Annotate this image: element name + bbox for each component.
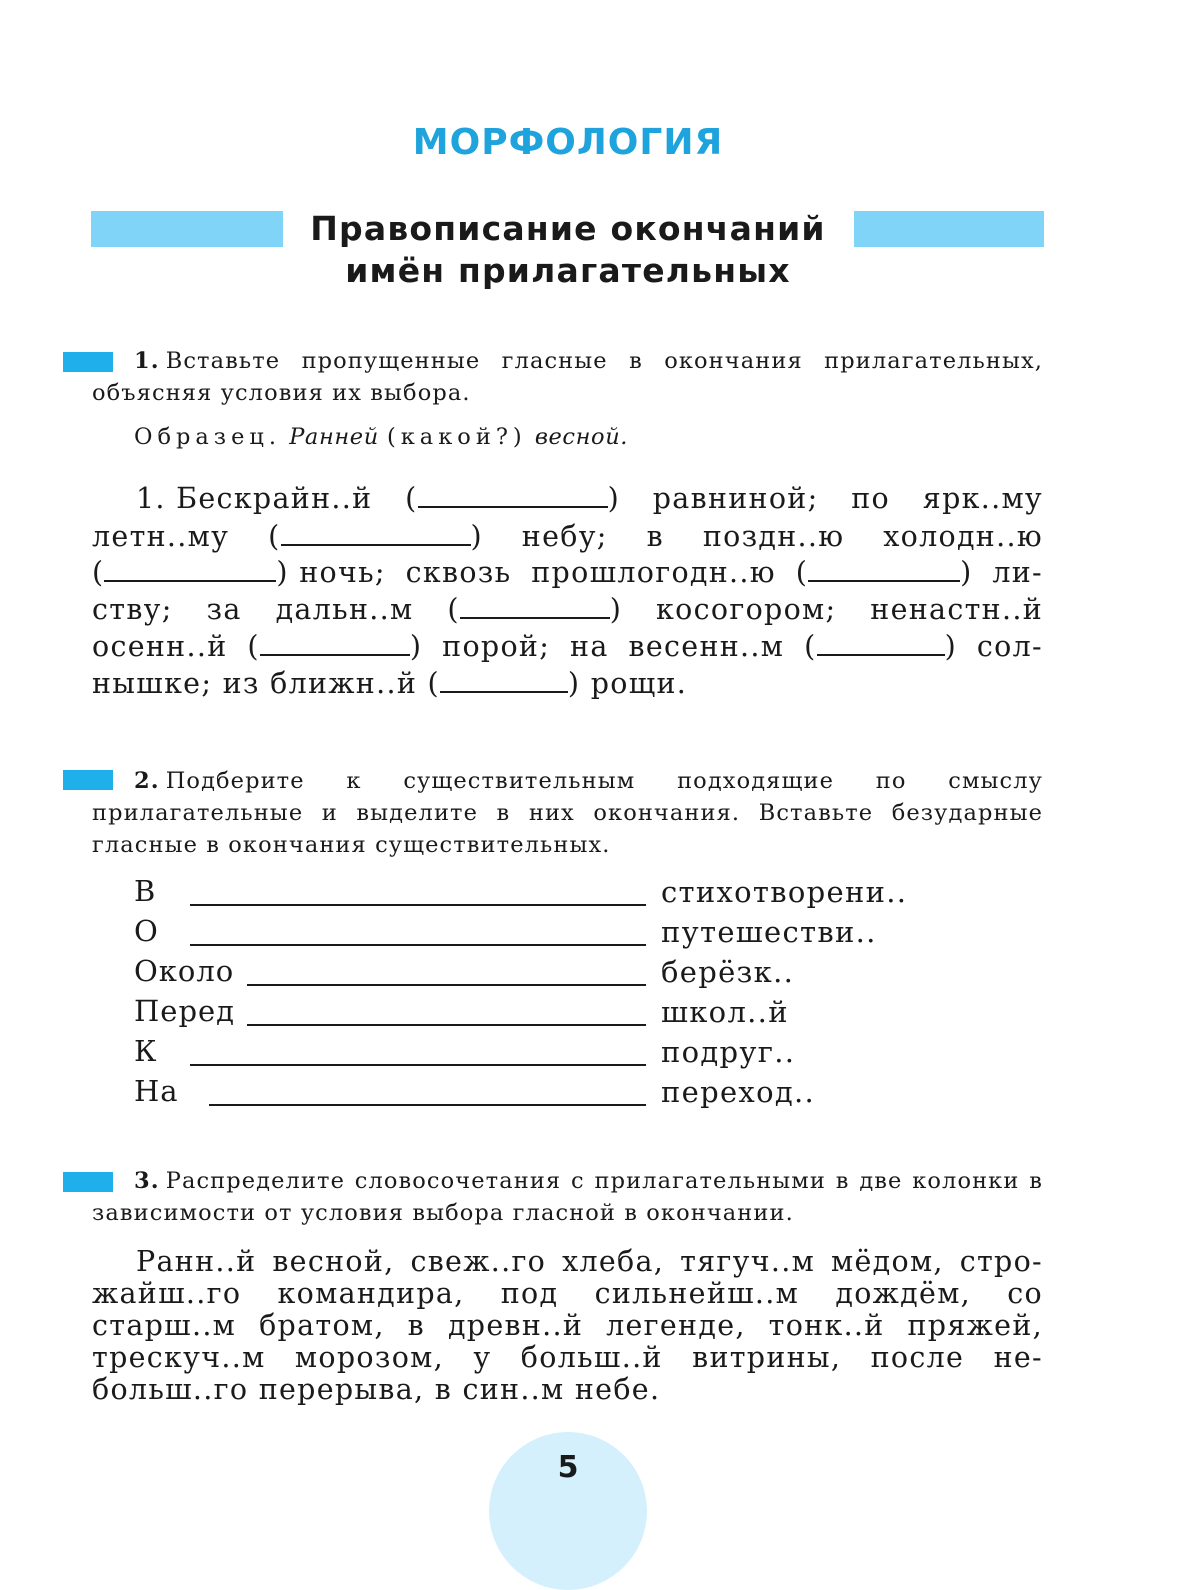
text-line-3: старш..м братом, в древн..й легенде, тонк..й пряжей, — [92, 1309, 1043, 1342]
row-prep: О — [134, 914, 159, 948]
answer-line[interactable] — [209, 1104, 646, 1106]
topic-bar-left — [91, 211, 283, 247]
exercise-text: за — [206, 593, 242, 626]
exercise-line-4: ству; за дальн..м ( ) косогором; ненастн..й — [92, 593, 1043, 626]
exercise-line-1: 1. Бескрайн..й ( ) равниной; по ярк..му — [136, 482, 1043, 515]
answer-line[interactable] — [190, 904, 646, 906]
sample-noun: весной. — [534, 424, 629, 450]
exercise-text: из — [222, 667, 260, 700]
row-noun: подруг.. — [661, 1035, 796, 1069]
page-number: 5 — [557, 1450, 579, 1485]
answer-line[interactable] — [190, 1064, 646, 1066]
row-prep: В — [134, 874, 157, 908]
text-line-4: трескуч..м морозом, у больш..й витрины, после не- — [92, 1341, 1043, 1374]
task3-text: Распределите словосочетания с прилагательными в две колонки в зависимости от условия выбора гласной в окончании. — [92, 1168, 1043, 1226]
exercise-text: небу; — [521, 520, 608, 553]
text-line-2: жайш..го командира, под сильнейш..м дождём, со — [92, 1277, 1043, 1310]
task1-exercise — [92, 480, 1043, 710]
exercise-text: ближн..й — [270, 667, 418, 700]
task3-text-block — [92, 1246, 1043, 1411]
answer-blank[interactable] — [260, 628, 410, 656]
text-line-5: больш..го перерыва, в син..м небе. — [92, 1373, 661, 1406]
exercise-text: сол- — [976, 630, 1043, 663]
exercise-text: 1. Бескрайн..й — [136, 482, 373, 515]
task3-instruction — [92, 1165, 1043, 1229]
section-title: МОРФОЛОГИЯ — [412, 122, 724, 163]
sample-label: Образец. — [134, 424, 282, 450]
exercise-line-2: летн..му ( ) небу; в поздн..ю холодн..ю — [92, 520, 1043, 553]
exercise-text: прошлогодн..ю — [531, 556, 776, 589]
answer-blank[interactable] — [817, 628, 945, 656]
sample-word: Ранней — [289, 424, 379, 450]
exercise-text: поздн..ю — [702, 520, 845, 553]
exercise-line-5: осенн..й ( ) порой; на весенн..м ( ) сол- — [92, 630, 1043, 663]
exercise-text: сквозь — [405, 556, 512, 589]
task1-text: Вставьте пропущенные гласные в окончания прилагательных, объясняя условия их выбора. — [92, 348, 1043, 406]
answer-line[interactable] — [247, 984, 646, 986]
topic-title-line2: имён прилагательных — [345, 251, 791, 290]
task1-instruction — [92, 345, 1043, 409]
row-noun: переход.. — [661, 1075, 816, 1109]
answer-blank[interactable] — [104, 554, 276, 582]
topic-title-line1: Правописание окончаний — [310, 209, 826, 248]
exercise-text: на — [570, 630, 609, 663]
exercise-text: косогором; — [656, 593, 837, 626]
answer-blank[interactable] — [418, 480, 608, 508]
task2-text: Подберите к существительным подходящие по смыслу прилагательные и выделите в них окончания. Вставьте безударные гласные в окончания существительных. — [92, 768, 1043, 858]
row-prep: Около — [134, 954, 235, 988]
answer-line[interactable] — [247, 1024, 646, 1026]
row-noun: стихотворени.. — [661, 875, 908, 909]
exercise-text: ли- — [992, 556, 1043, 589]
task2-instruction — [92, 765, 1043, 861]
exercise-text: летн..му — [92, 520, 230, 553]
row-prep: На — [134, 1074, 179, 1108]
exercise-text: по — [851, 482, 891, 515]
row-prep: Перед — [134, 994, 236, 1028]
text-line-1: Ранн..й весной, свеж..го хлеба, тягуч..м мёдом, стро- — [136, 1245, 1043, 1278]
exercise-text: равниной; — [652, 482, 819, 515]
exercise-text: в — [646, 520, 664, 553]
exercise-line-3: ( ) ночь; сквозь прошлогодн..ю ( ) ли- — [92, 556, 1043, 589]
exercise-text: ярк..му — [922, 482, 1043, 515]
exercise-text: рощи. — [590, 667, 688, 700]
task2-number: 2. — [134, 768, 160, 794]
exercise-text: нышке; — [92, 667, 213, 700]
task1-sample — [134, 421, 628, 453]
exercise-line-6: нышке; из ближн..й ( ) рощи. — [92, 667, 688, 700]
exercise-text: дальн..м — [275, 593, 414, 626]
sample-question: (какой?) — [386, 424, 527, 450]
answer-blank[interactable] — [808, 554, 960, 582]
row-prep: К — [134, 1034, 158, 1068]
exercise-text: осенн..й — [92, 630, 228, 663]
topic-bar-right — [854, 211, 1044, 247]
row-noun: берёзк.. — [661, 955, 795, 989]
row-noun: школ..й — [661, 995, 789, 1029]
topic-title — [285, 208, 851, 292]
exercise-text: ненастн..й — [870, 593, 1043, 626]
exercise-text: порой; — [442, 630, 551, 663]
exercise-text: весенн..м — [628, 630, 785, 663]
task3-number: 3. — [134, 1168, 160, 1194]
answer-blank[interactable] — [440, 665, 568, 693]
answer-line[interactable] — [190, 944, 646, 946]
row-noun: путешестви.. — [661, 915, 877, 949]
task1-number: 1. — [134, 348, 160, 374]
answer-blank[interactable] — [281, 518, 471, 546]
exercise-text: ству; — [92, 593, 173, 626]
answer-blank[interactable] — [460, 591, 610, 619]
exercise-text: холодн..ю — [883, 520, 1043, 553]
